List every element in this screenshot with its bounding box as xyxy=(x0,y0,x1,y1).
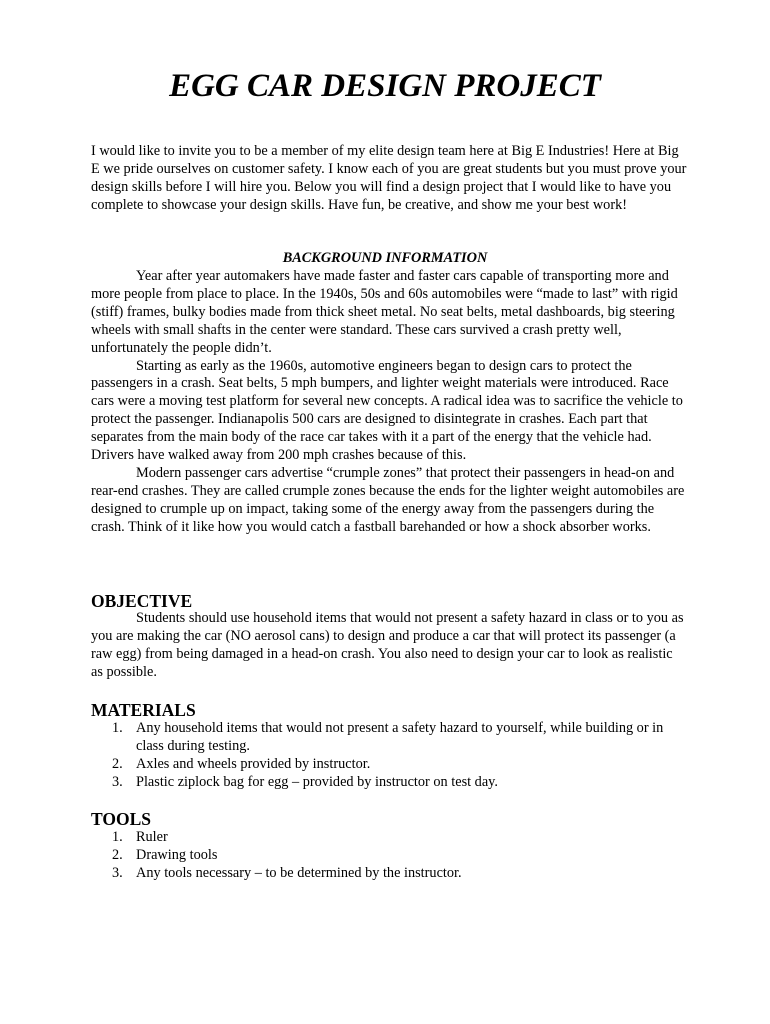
document-title: EGG CAR DESIGN PROJECT xyxy=(169,68,601,104)
materials-heading: MATERIALS xyxy=(91,700,196,720)
list-number: 2. xyxy=(112,755,123,772)
list-number: 3. xyxy=(112,773,123,790)
list-item-text: Plastic ziplock bag for egg – provided by instructor on test day. xyxy=(136,773,498,790)
list-number: 1. xyxy=(112,829,123,845)
objective-paragraph: Students should use household items that would not present a safety hazard in class or to you as you are making the car (NO aerosol cans) to design and produce a car that will protect its passenger (a raw egg) from being damaged in a head-on crash. You also need to design your car to look as realistic as possible. xyxy=(91,610,684,680)
list-item-text: Axles and wheels provided by instructor. xyxy=(136,755,371,772)
list-number: 3. xyxy=(112,864,123,881)
list-item-text: Any tools necessary – to be determined by the instructor. xyxy=(136,864,462,881)
list-item xyxy=(91,756,687,774)
background-paragraph-3: Modern passenger cars advertise “crumple zones” that protect their passengers in head-on and rear-end crashes. They are called crumple zones because the ends for the lighter weight automobiles are designed to crumple up on impact, taking some of the energy away from the passengers during the crash. Think of it like how you would catch a fastball barehanded or how a shock absorber works. xyxy=(91,464,685,535)
background-paragraph-1: Year after year automakers have made faster and faster cars capable of transporting more and more people from place to place. In the 1940s, 50s and 60s automobiles were “made to last” with rigid (stiff) frames, bulky bodies made from thick sheet metal. No seat belts, metal dashboards, big steering wheels with small shafts in the center were standard. These cars survived a crash pretty well, unfortunately the people didn’t. xyxy=(91,268,678,356)
list-number: 1. xyxy=(112,720,123,736)
tools-list xyxy=(91,829,687,883)
list-item xyxy=(91,847,687,865)
list-item xyxy=(91,720,687,756)
objective-heading: OBJECTIVE xyxy=(91,591,193,611)
background-heading: BACKGROUND INFORMATION xyxy=(282,250,488,266)
objective-section xyxy=(91,610,687,682)
list-item-text: Any household items that would not present a safety hazard to yourself, while building or in class during testing. xyxy=(136,720,664,754)
list-item xyxy=(91,865,687,883)
list-item xyxy=(91,774,687,792)
intro-paragraph: I would like to invite you to be a member of my elite design team here at Big E Industries! Here at Big E we pride ourselves on customer safety. I know each of you are great students but you must prove your design skills before I will hire you. Below you will find a design project that I would like to have you complete to showcase your design skills. Have fun, be creative, and show me your best work! xyxy=(91,143,687,213)
background-section xyxy=(91,268,687,537)
tools-heading: TOOLS xyxy=(91,809,151,829)
background-paragraph-2: Starting as early as the 1960s, automotive engineers began to design cars to protect the passengers in a crash. Seat belts, 5 mph bumpers, and lighter weight materials were introduced. Race cars were a moving test platform for several new concepts. A radical idea was to sacrifice the vehicle to protect the passenger. Indianapolis 500 cars are designed to disintegrate in crashes. Each part that separates from the main body of the race car takes with it a part of the energy that the vehicle had. Drivers have walked away from 200 mph crashes because of this. xyxy=(91,357,683,464)
materials-list xyxy=(91,720,687,792)
list-item xyxy=(91,829,687,847)
list-item-text: Drawing tools xyxy=(136,846,218,863)
list-number: 2. xyxy=(112,846,123,863)
list-item-text: Ruler xyxy=(136,829,168,845)
